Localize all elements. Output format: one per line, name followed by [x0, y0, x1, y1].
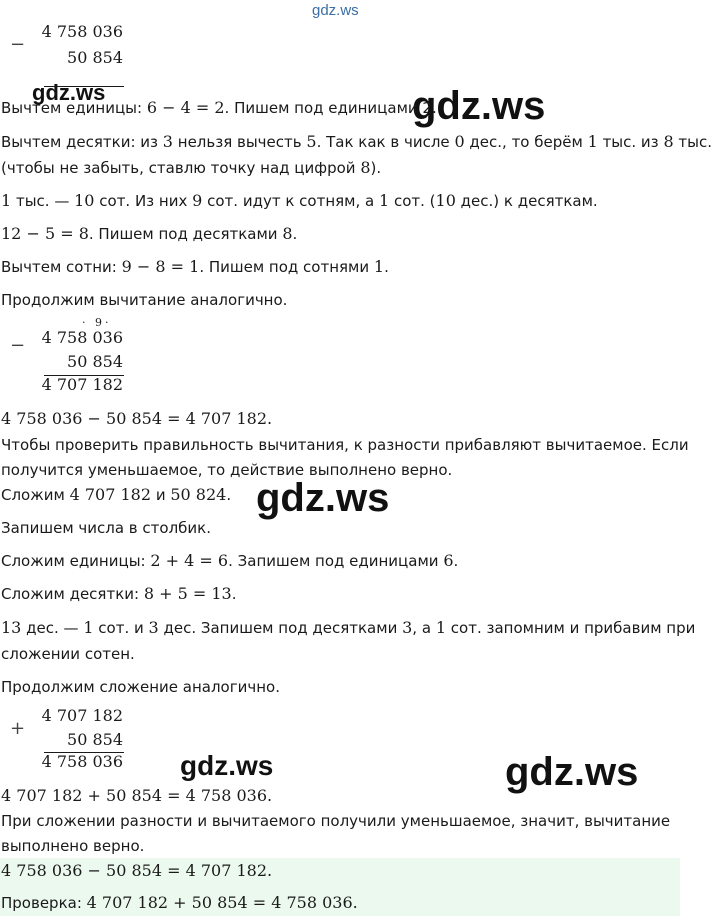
line-units: Вычтем единицы: 6 − 4 = 2. Пишем под единицами 2. — [1, 98, 437, 117]
line-continue-sub: Продолжим вычитание аналогично. — [1, 291, 288, 309]
column1-top: 4 758 036 — [41, 22, 123, 41]
line-tens-2: (чтобы не забыть, ставлю точку над цифрой 8). — [1, 158, 382, 177]
write-column: Запишем числа в столбик. — [1, 519, 211, 537]
conclusion-1: При сложении разности и вычитаемого получили уменьшаемое, значит, вычитание — [1, 812, 671, 830]
tens13-1: 13 дес. — 1 сот. и 3 дес. Запишем под десятками 3, а 1 сот. запомним и прибавим при — [1, 618, 696, 637]
column2-top: 4 758 036 — [41, 328, 123, 347]
column2-sign: − — [10, 335, 26, 356]
column2-result: 4 707 182 — [41, 375, 123, 394]
watermark-large-3: gdz.ws — [505, 750, 639, 794]
answer-equation: 4 758 036 − 50 854 = 4 707 182. — [1, 861, 273, 880]
column2-mark-dot-2: · — [105, 316, 109, 329]
column1-bottom: 50 854 — [67, 48, 123, 67]
line-hundreds: Вычтем сотни: 9 − 8 = 1. Пишем под сотнями 1. — [1, 257, 389, 276]
equation-sub: 4 758 036 − 50 854 = 4 707 182. — [1, 409, 273, 428]
check-text-2: получится уменьшаемое, то действие выполнено верно. — [1, 461, 453, 479]
watermark-small-1: gdz.ws — [32, 80, 106, 105]
column2-mark-dot-1: · — [82, 316, 86, 329]
continue-add: Продолжим сложение аналогично. — [1, 678, 280, 696]
watermark-large-2: gdz.ws — [256, 476, 390, 520]
column3-result: 4 758 036 — [41, 752, 123, 771]
watermark-small-2: gdz.ws — [180, 750, 274, 781]
column1-sign: − — [10, 34, 26, 55]
watermark-top: gdz.ws — [312, 2, 359, 19]
column2-bottom: 50 854 — [67, 352, 123, 371]
add-units: Сложим единицы: 2 + 4 = 6. Запишем под единицами 6. — [1, 551, 459, 570]
check-text-1: Чтобы проверить правильность вычитания, к разности прибавляют вычитаемое. Если — [1, 436, 689, 454]
line-thousand: 1 тыс. — 10 сот. Из них 9 сот. идут к сотням, а 1 сот. (10 дес.) к десяткам. — [1, 191, 598, 210]
tens13-2: сложении сотен. — [1, 645, 135, 663]
add-tens: Сложим десятки: 8 + 5 = 13. — [1, 584, 237, 603]
equation-add: 4 707 182 + 50 854 = 4 758 036. — [1, 786, 273, 805]
column3-top: 4 707 182 — [41, 706, 123, 725]
line-twelve: 12 − 5 = 8. Пишем под десятками 8. — [1, 224, 298, 243]
line-tens-1: Вычтем десятки: из 3 нельзя вычесть 5. Так как в числе 0 дес., то берём 1 тыс. из 8 тыс. — [1, 132, 712, 151]
column3-sign: + — [10, 718, 26, 739]
column2-mark-nine: 9 — [95, 316, 102, 329]
conclusion-2: выполнено верно. — [1, 837, 145, 855]
column3-bottom: 50 854 — [67, 730, 123, 749]
watermark-large-1: gdz.ws — [412, 84, 546, 128]
add-intro: Сложим 4 707 182 и 50 824. — [1, 485, 232, 504]
column1-rule — [44, 86, 124, 87]
answer-check: Проверка: 4 707 182 + 50 854 = 4 758 036. — [1, 893, 358, 912]
